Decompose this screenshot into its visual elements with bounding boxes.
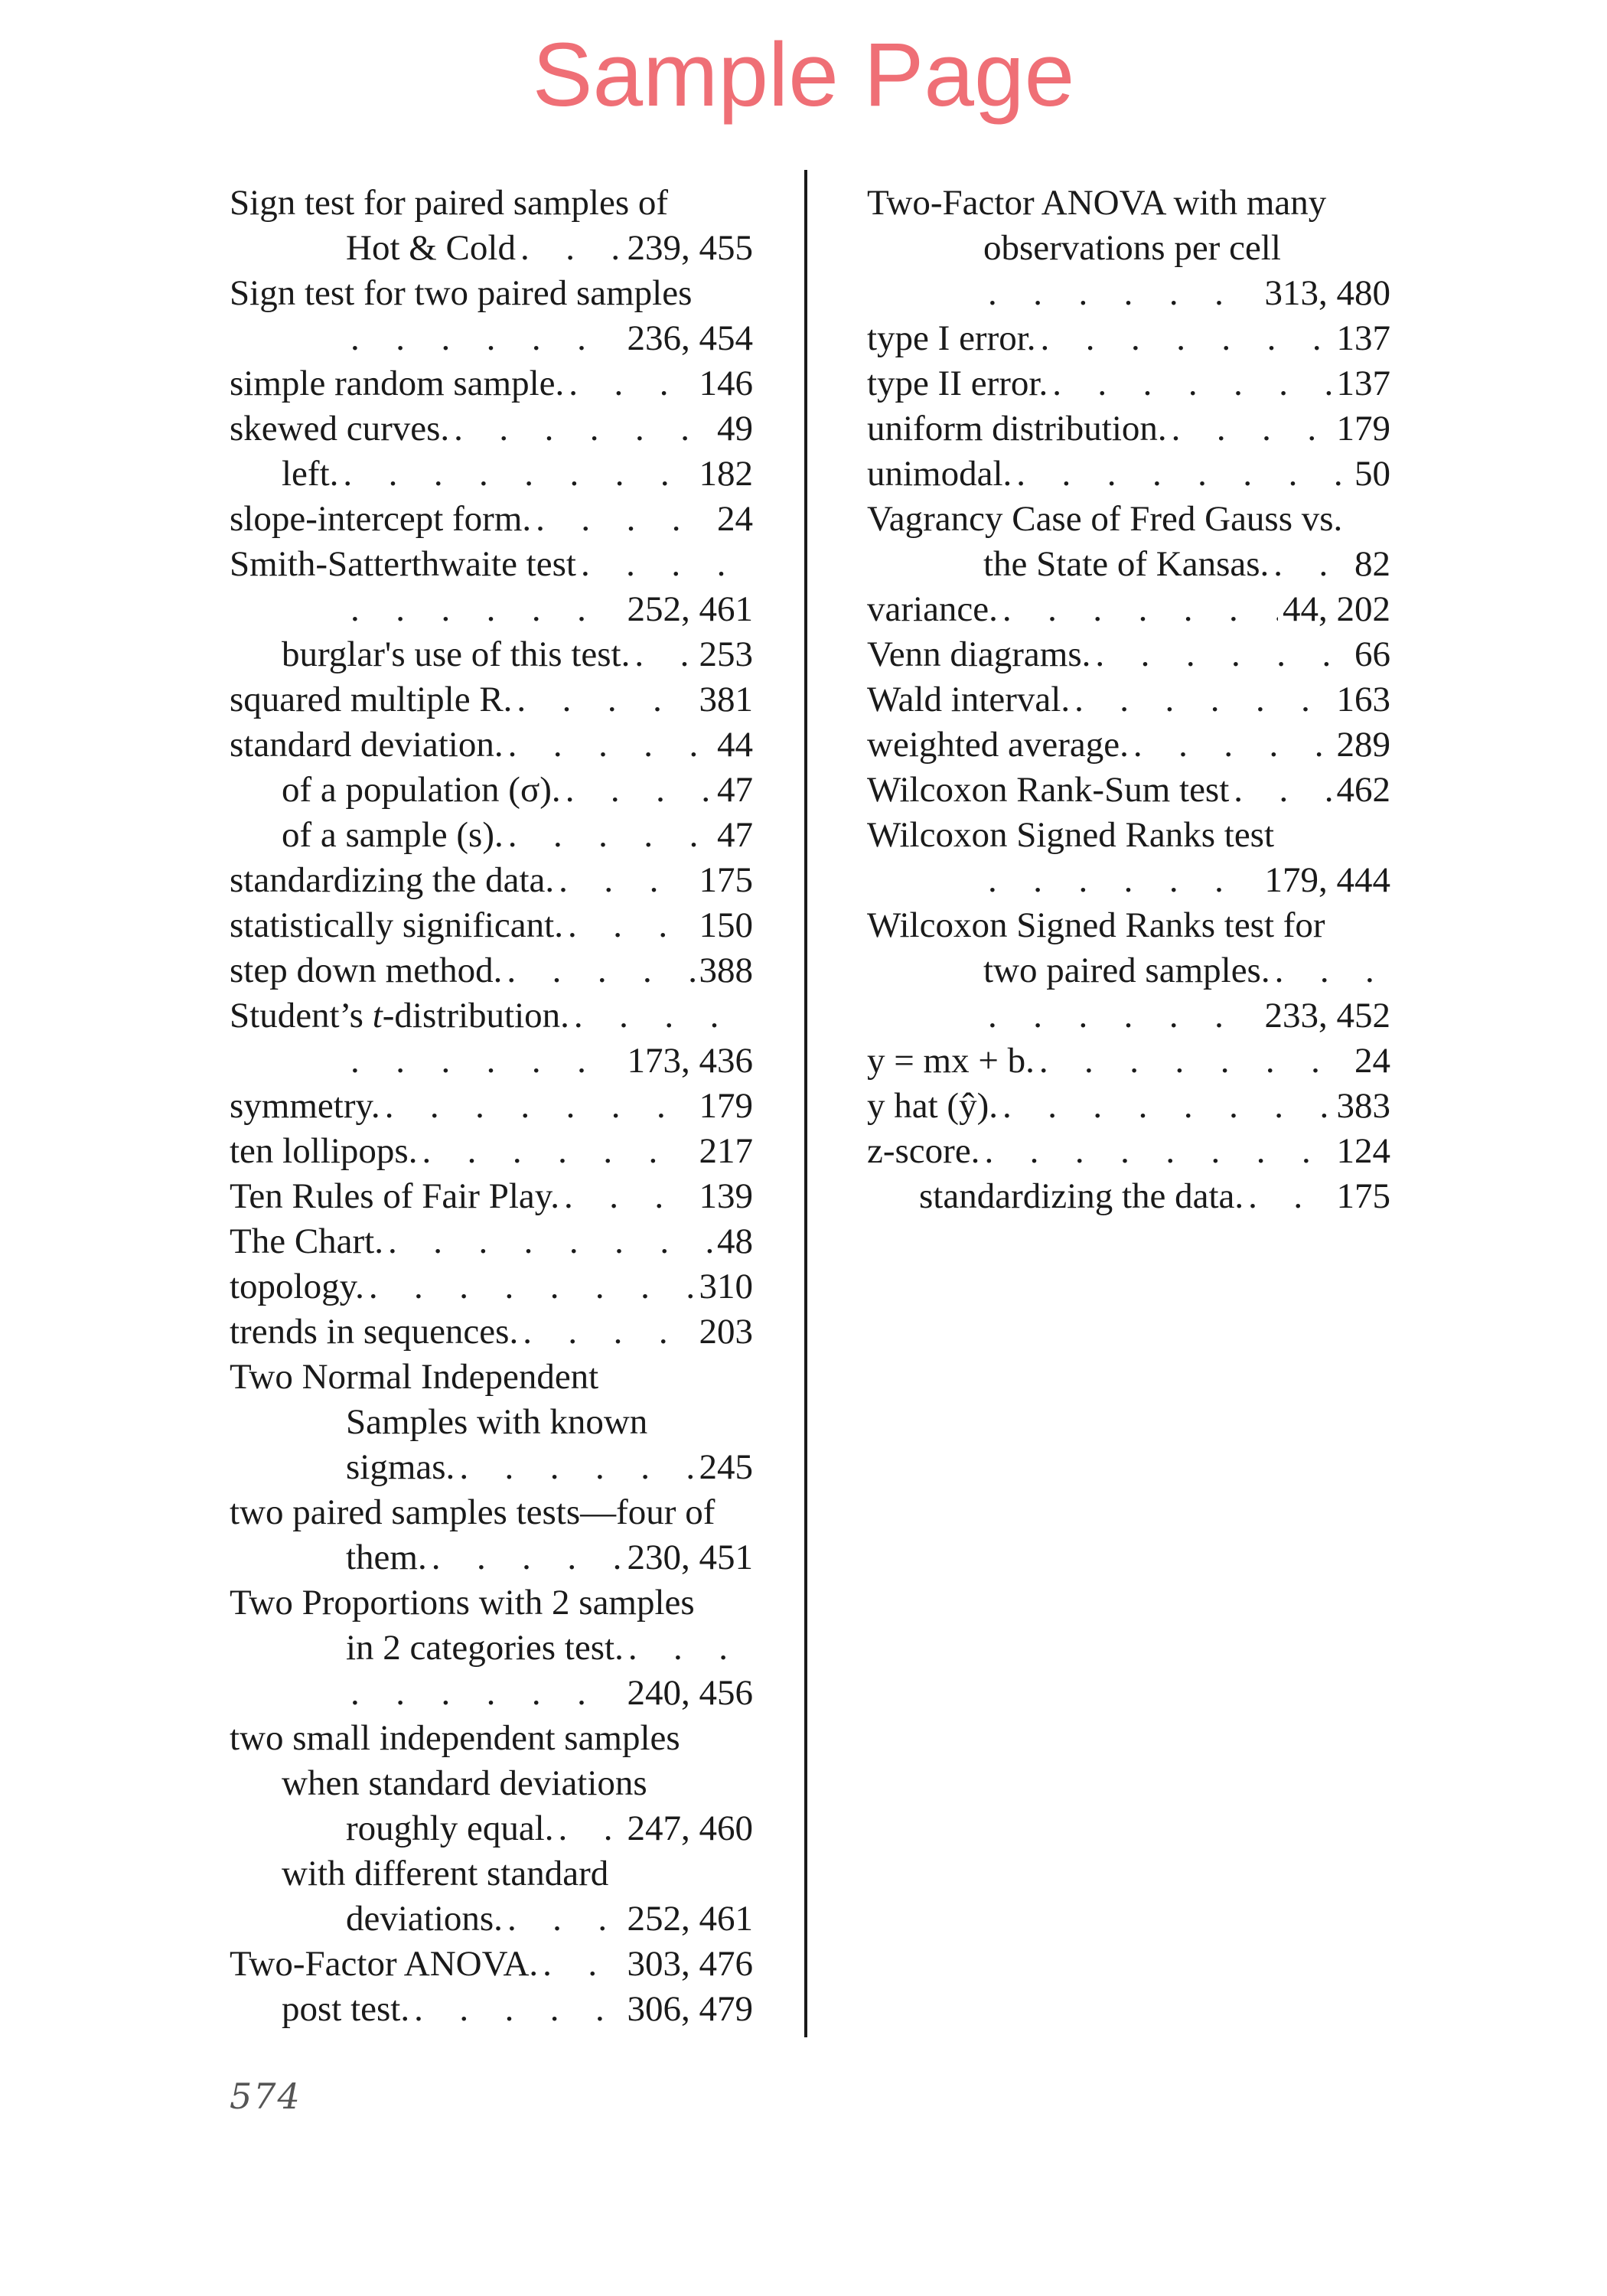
index-term: slope-intercept form.: [230, 499, 532, 539]
index-term: topology.: [230, 1267, 364, 1306]
index-term: burglar's use of this test.: [282, 634, 631, 674]
index-term: them.: [346, 1538, 427, 1577]
index-term: unimodal.: [867, 454, 1012, 494]
index-term: of a sample (s).: [282, 815, 504, 855]
dot-leader: [634, 632, 694, 677]
index-page-ref: 163: [1336, 680, 1390, 719]
index-term: Venn diagrams.: [867, 634, 1091, 674]
index-entry: [230, 1129, 753, 1174]
index-entry: [867, 903, 1390, 948]
index-entry: [230, 1309, 753, 1355]
index-entry: [867, 452, 1390, 497]
dot-leader: [432, 1535, 623, 1580]
dot-leader: [422, 1129, 694, 1174]
index-page-ref: 24: [717, 499, 753, 539]
index-entry: [867, 768, 1390, 813]
dot-leader: [559, 1806, 623, 1851]
index-page-ref: 388: [699, 951, 753, 990]
index-page-ref: 236, 454: [627, 318, 753, 358]
dot-leader: [984, 1129, 1332, 1174]
index-term: two small independent samples: [230, 1718, 680, 1758]
dot-leader: [543, 1942, 622, 1987]
index-column-right: [867, 181, 1390, 1219]
dot-leader: [1172, 406, 1332, 452]
index-term: in 2 categories test.: [346, 1628, 624, 1668]
index-page-ref: 44: [717, 725, 753, 765]
index-entry: [230, 1490, 753, 1535]
index-term: Two Proportions with 2 samples: [230, 1583, 695, 1623]
index-entry: [230, 1626, 753, 1671]
index-term-part: -distribution.: [382, 996, 569, 1035]
index-page-ref: 82: [1354, 544, 1390, 584]
dot-leader: [508, 722, 712, 768]
dot-leader: [343, 452, 694, 497]
index-page-ref: 313, 480: [1264, 273, 1390, 313]
index-entry: [867, 226, 1390, 271]
index-term: roughly equal.: [346, 1808, 554, 1848]
index-entry: [230, 452, 753, 497]
index-page-ref: 239, 455: [627, 228, 753, 268]
index-page-ref: 137: [1336, 318, 1390, 358]
index-entry: [230, 1761, 753, 1806]
index-term: ten lollipops.: [230, 1131, 418, 1171]
index-entry: [230, 1987, 753, 2032]
index-term: Hot & Cold: [346, 228, 516, 268]
dot-leader: [988, 993, 1260, 1039]
index-page-ref: 289: [1336, 725, 1390, 765]
index-entry: [867, 1129, 1390, 1174]
index-term: step down method.: [230, 951, 503, 990]
index-entry: [230, 1535, 753, 1580]
index-term: y = mx + b.: [867, 1041, 1035, 1081]
index-page-ref: 179, 444: [1264, 860, 1390, 900]
dot-leader: [388, 1219, 712, 1264]
index-entry: [230, 813, 753, 858]
dot-leader: [1074, 677, 1332, 722]
index-term: Samples with known: [346, 1402, 648, 1442]
index-entry: [867, 587, 1390, 632]
index-term-part: Student’s: [230, 996, 373, 1035]
index-page-ref: 217: [699, 1131, 753, 1171]
dot-leader: [564, 1174, 695, 1219]
dot-leader: [507, 948, 694, 993]
index-term: z-score.: [867, 1131, 980, 1171]
index-column-left: [230, 181, 753, 2032]
dot-leader: [459, 1445, 694, 1490]
index-term: uniform distribution.: [867, 409, 1167, 448]
index-page-ref: 175: [1336, 1176, 1390, 1216]
index-term: trends in sequences.: [230, 1312, 519, 1352]
index-entry: [867, 1174, 1390, 1219]
index-entry: [230, 1174, 753, 1219]
index-page-ref: 303, 476: [627, 1944, 753, 1984]
dot-leader: [1041, 316, 1332, 361]
index-page-ref: 50: [1354, 454, 1390, 494]
index-term: Two-Factor ANOVA.: [230, 1944, 539, 1984]
index-entry: [230, 1355, 753, 1400]
dot-leader: [385, 1084, 695, 1129]
index-term: standardizing the data.: [230, 860, 555, 900]
index-page-ref: 245: [699, 1447, 753, 1487]
index-page-ref: 182: [699, 454, 753, 494]
index-entry: [230, 1039, 753, 1084]
index-entry: [230, 1896, 753, 1942]
dot-leader: [508, 813, 712, 858]
index-page-ref: 47: [717, 815, 753, 855]
index-entry: [230, 1400, 753, 1445]
index-page-ref: 66: [1354, 634, 1390, 674]
index-entry: [867, 181, 1390, 226]
index-term: weighted average.: [867, 725, 1129, 765]
index-entry: [230, 1806, 753, 1851]
index-term: sigmas.: [346, 1447, 455, 1487]
index-entry: [230, 587, 753, 632]
index-entry: [867, 948, 1390, 993]
index-term: standard deviation.: [230, 725, 504, 765]
index-term: symmetry.: [230, 1086, 380, 1126]
index-page-ref: 47: [717, 770, 753, 810]
sample-page-banner: Sample Page: [532, 24, 1075, 126]
dot-leader: [414, 1987, 622, 2032]
index-page-ref: 179: [1336, 409, 1390, 448]
dot-leader: [536, 497, 712, 542]
index-term: two paired samples.: [983, 951, 1270, 990]
index-term: Two Normal Independent: [230, 1357, 599, 1397]
index-entry: [230, 497, 753, 542]
index-page-ref: 150: [699, 905, 753, 945]
index-page-ref: 240, 456: [627, 1673, 753, 1713]
index-term: post test.: [282, 1989, 410, 2029]
index-entry: [230, 1084, 753, 1129]
dot-leader: [1095, 632, 1350, 677]
index-page-ref: 310: [699, 1267, 753, 1306]
index-term: skewed curves.: [230, 409, 450, 448]
index-page-ref: 230, 451: [627, 1538, 753, 1577]
index-page-ref: 44, 202: [1283, 589, 1390, 629]
dot-leader: [1002, 1084, 1332, 1129]
index-entry: [230, 993, 753, 1039]
index-term: with different standard: [282, 1854, 609, 1893]
index-page-ref: 252, 461: [627, 1899, 753, 1939]
dot-leader: [988, 858, 1260, 903]
index-entry: [230, 1580, 753, 1626]
index-page-ref: 252, 461: [627, 589, 753, 629]
index-page-ref: 24: [1354, 1041, 1390, 1081]
index-entry: [230, 768, 753, 813]
dot-leader: [568, 903, 695, 948]
dot-leader: [523, 1309, 694, 1355]
index-page-ref: 383: [1336, 1086, 1390, 1126]
index-term: Two-Factor ANOVA with many: [867, 183, 1327, 223]
index-entry: [230, 271, 753, 316]
index-term: Wald interval.: [867, 680, 1071, 719]
page-number: 574: [230, 2076, 302, 2117]
dot-leader: [988, 271, 1260, 316]
index-page-ref: 179: [699, 1086, 753, 1126]
dot-leader: [628, 1626, 748, 1671]
index-page-ref: 48: [717, 1221, 753, 1261]
dot-leader: [1234, 768, 1332, 813]
index-term: two paired samples tests—four of: [230, 1492, 715, 1532]
index-page-ref: 175: [699, 860, 753, 900]
index-entry: [867, 677, 1390, 722]
index-page-ref: 49: [717, 409, 753, 448]
dot-leader: [1273, 542, 1350, 587]
dot-leader: [1002, 587, 1278, 632]
index-entry: [867, 1084, 1390, 1129]
index-entry: [230, 903, 753, 948]
dot-leader: [520, 226, 623, 271]
column-divider: [804, 170, 807, 2037]
index-term: observations per cell: [983, 228, 1281, 268]
dot-leader: [566, 768, 712, 813]
dot-leader: [507, 1896, 623, 1942]
index-term: Smith-Satterthwaite test: [230, 544, 576, 584]
index-page-ref: 146: [699, 364, 753, 403]
index-page-ref: 137: [1336, 364, 1390, 403]
index-entry: [230, 1716, 753, 1761]
index-term: Vagrancy Case of Fred Gauss vs.: [867, 499, 1343, 539]
index-entry: [230, 948, 753, 993]
index-page-ref: 173, 436: [627, 1041, 753, 1081]
dot-leader: [569, 361, 694, 406]
index-entry: [230, 722, 753, 768]
dot-leader: [1275, 948, 1386, 993]
index-page-ref: 233, 452: [1264, 996, 1390, 1035]
dot-leader: [350, 1039, 623, 1084]
index-entry: [230, 181, 753, 226]
dot-leader: [350, 587, 623, 632]
index-entry: [867, 632, 1390, 677]
index-page-ref: 139: [699, 1176, 753, 1216]
index-entry: [230, 1264, 753, 1309]
index-entry: [230, 1219, 753, 1264]
index-entry: [867, 813, 1390, 858]
index-entry: [230, 406, 753, 452]
index-entry: [867, 361, 1390, 406]
index-entry: [867, 406, 1390, 452]
index-entry: [230, 1445, 753, 1490]
index-entry: [867, 497, 1390, 542]
index-entry: [867, 1039, 1390, 1084]
index-term: [230, 993, 569, 1039]
dot-leader: [1039, 1039, 1350, 1084]
index-entry: [867, 858, 1390, 903]
index-term: Wilcoxon Signed Ranks test for: [867, 905, 1325, 945]
dot-leader: [350, 1671, 623, 1716]
index-term: Sign test for paired samples of: [230, 183, 669, 223]
dot-leader: [574, 993, 748, 1039]
index-entry: [230, 1942, 753, 1987]
index-page-ref: 306, 479: [627, 1989, 753, 2029]
index-entry: [230, 1851, 753, 1896]
dot-leader: [350, 316, 623, 361]
index-entry: [230, 316, 753, 361]
dot-leader: [559, 858, 694, 903]
dot-leader: [1133, 722, 1332, 768]
index-term: the State of Kansas.: [983, 544, 1270, 584]
index-term: Ten Rules of Fair Play.: [230, 1176, 559, 1216]
index-entry: [867, 542, 1390, 587]
dot-leader: [1248, 1174, 1332, 1219]
index-entry: [867, 722, 1390, 768]
index-entry: [230, 542, 753, 587]
dot-leader: [454, 406, 712, 452]
index-page-ref: 462: [1336, 770, 1390, 810]
dot-leader: [517, 677, 694, 722]
index-term: squared multiple R.: [230, 680, 513, 719]
index-page-ref: 203: [699, 1312, 753, 1352]
index-entry: [230, 226, 753, 271]
index-entry: [230, 858, 753, 903]
dot-leader: [369, 1264, 695, 1309]
index-entry: [867, 316, 1390, 361]
index-term: statistically significant.: [230, 905, 563, 945]
index-entry: [230, 1671, 753, 1716]
index-term: left.: [282, 454, 339, 494]
index-term: type II error.: [867, 364, 1048, 403]
index-term: type I error.: [867, 318, 1036, 358]
index-term: Wilcoxon Rank-Sum test: [867, 770, 1230, 810]
index-term-italic: t: [372, 996, 383, 1035]
index-term: of a population (σ).: [282, 770, 561, 810]
dot-leader: [1016, 452, 1350, 497]
index-term: Wilcoxon Signed Ranks test: [867, 815, 1275, 855]
index-page-ref: 247, 460: [627, 1808, 753, 1848]
index-term: simple random sample.: [230, 364, 565, 403]
index-term: standardizing the data.: [919, 1176, 1244, 1216]
index-entry: [867, 993, 1390, 1039]
index-entry: [230, 677, 753, 722]
index-term: deviations.: [346, 1899, 503, 1939]
index-entry: [867, 271, 1390, 316]
index-term: The Chart.: [230, 1221, 383, 1261]
index-term: Sign test for two paired samples: [230, 273, 693, 313]
index-term: y hat (ŷ).: [867, 1086, 998, 1126]
index-term: variance.: [867, 589, 998, 629]
index-page-ref: 381: [699, 680, 753, 719]
index-page-ref: 124: [1336, 1131, 1390, 1171]
index-entry: [230, 361, 753, 406]
index-entry: [230, 632, 753, 677]
dot-leader: [1052, 361, 1332, 406]
index-page-ref: 253: [699, 634, 753, 674]
dot-leader: [581, 542, 748, 587]
index-term: when standard deviations: [282, 1763, 647, 1803]
